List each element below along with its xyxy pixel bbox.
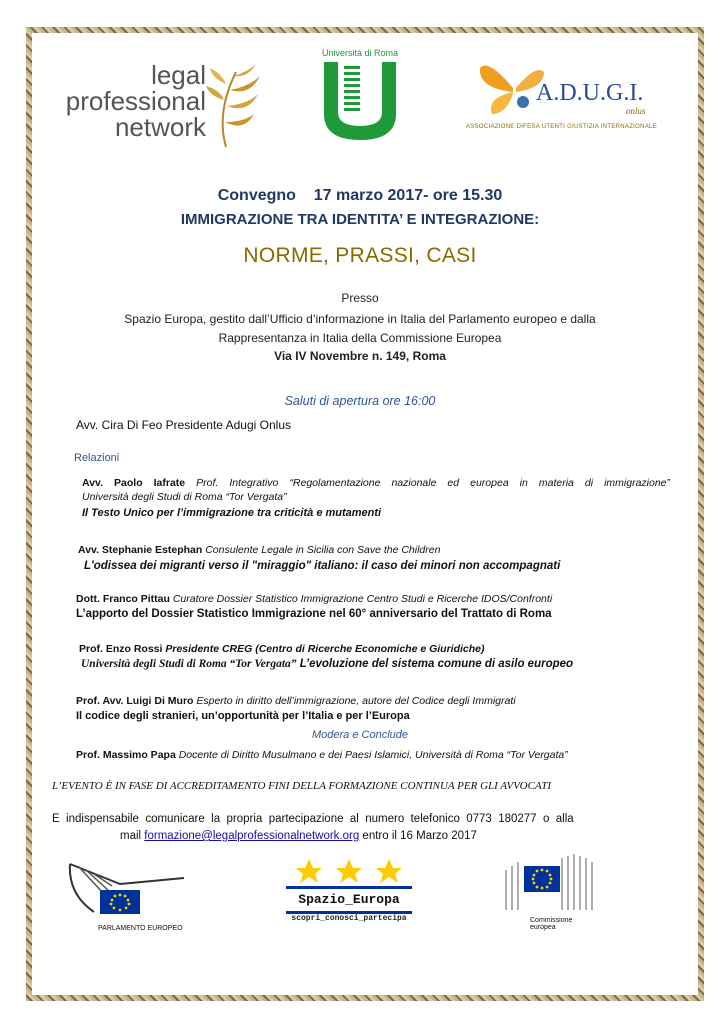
convegno-date: Convegno 17 marzo 2017- ore 15.30 [217, 187, 503, 204]
speaker-5 [76, 695, 516, 722]
speaker-4 [79, 643, 573, 670]
speaker-4-name: Prof. Enzo Rossi [79, 643, 163, 655]
adugi-onlus: onlus [626, 106, 646, 116]
lpn-logo-line1: legal [151, 60, 206, 90]
welcome-name: Avv. Cira Di Feo [76, 418, 163, 432]
speaker-3-talk: L’apporto del Dossier Statistico Immigrazione nel 60° anniversario del Trattato di Roma [76, 608, 552, 620]
speaker-3 [76, 593, 552, 620]
adugi-logo [458, 58, 678, 143]
rsvp-line1: È indispensabile comunicare la propria partecipazione al numero telefonico 0773 180277 o alla [52, 813, 574, 825]
rsvp-line2 [120, 830, 477, 842]
parlamento-label: PARLAMENTO EUROPEO [98, 925, 183, 932]
speaker-1-role: Prof. Integrativo “Regolamentazione nazionale ed europea in materia di immigrazione” [185, 477, 671, 489]
modera-label: Modera e Conclude [311, 729, 408, 741]
rsvp-post: entro il 16 Marzo 2017 [359, 830, 477, 842]
speaker-1-name: Avv. Paolo Iafrate [82, 477, 186, 489]
commission-building-icon [500, 852, 606, 910]
laurel-leaf-icon [206, 62, 266, 152]
accreditation-notice: L’EVENTO È IN FASE DI ACCREDITAMENTO FINI DELLA FORMAZIONE CONTINUA PER GLI AVVOCATI [52, 780, 552, 792]
speaker-1 [82, 477, 670, 519]
tor-vergata-logo [316, 48, 404, 148]
rsvp-email-link[interactable]: formazione@legalprofessionalnetwork.org [144, 830, 360, 842]
commissione-label-2: europea [530, 924, 556, 931]
speaker-4-talk: L’evoluzione del sistema comune di asilo europeo [296, 658, 574, 670]
tv-logo-bottom: Tor Vergata [342, 128, 383, 137]
welcome-role: Presidente Adugi Onlus [162, 418, 291, 432]
relazioni-label: Relazioni [74, 452, 120, 464]
speaker-2-talk: L'odissea dei migranti verso il "miraggio" italiano: il caso dei minori non accompagnati [84, 560, 561, 572]
speaker-4-role2: Università degli Studi di Roma “Tor Vergata” [81, 658, 297, 670]
speaker-5-role: Esperto in diritto dell’immigrazione, autore del Codice degli Immigrati [193, 695, 516, 707]
speaker-3-name: Dott. Franco Pittau [76, 593, 170, 605]
speaker-2-name: Avv. Stephanie Estephan [78, 544, 203, 556]
moderator-name: Prof. Massimo Papa [76, 749, 176, 761]
welcome-line [76, 418, 291, 432]
speaker-2 [78, 544, 560, 572]
adugi-tagline: ASSOCIAZIONE DIFESA UTENTI GIUSTIZIA INTERNAZIONALE [466, 124, 657, 130]
lpn-logo-line2: professional [65, 86, 206, 116]
parlamento-europeo-logo [64, 854, 194, 934]
conference-title: IMMIGRAZIONE TRA IDENTITA’ E INTEGRAZIONE: [180, 211, 540, 228]
spazio-europa-logo [286, 858, 412, 930]
speaker-1-role2: Università degli Studi di Roma “Tor Vergata” [82, 491, 287, 503]
speaker-2-role: Consulente Legale in Sicilia con Save the Children [202, 544, 441, 556]
conference-subtitle: NORME, PRASSI, CASI [243, 244, 477, 267]
speaker-5-name: Prof. Avv. Luigi Di Muro [76, 695, 194, 707]
stars-icon [294, 858, 404, 884]
opening-time: Saluti di apertura ore 16:00 [284, 394, 436, 408]
rsvp-pre: mail [120, 830, 145, 842]
parliament-building-icon [64, 854, 194, 916]
adugi-name: A.D.U.G.I. [536, 80, 644, 106]
spazio-europa-tagline: scopri_conosci_partecipa [291, 914, 407, 923]
commissione-europea-logo [500, 852, 606, 936]
venue-address: Via IV Novembre n. 149, Roma [274, 349, 446, 363]
moderator-role: Docente di Diritto Musulmano e dei Paesi Islamici, Università di Roma “Tor Vergata” [175, 749, 568, 761]
speaker-1-talk: Il Testo Unico per l’immigrazione tra criticità e mutamenti [82, 507, 382, 519]
venue-line1: Spazio Europa, gestito dall’Ufficio d’informazione in Italia del Parlamento europeo e dalla [124, 312, 596, 326]
commissione-label-1: Commissione [530, 917, 573, 924]
spazio-europa-label: Spazio_Europa [286, 886, 412, 914]
tv-logo-top: Università di Roma [321, 48, 399, 58]
lpn-logo [56, 62, 266, 152]
moderator [76, 749, 568, 761]
lpn-logo-line3: network [114, 112, 206, 142]
venue-line2: Rappresentanza in Italia della Commissione Europea [218, 331, 502, 345]
venue-presso: Presso [341, 291, 379, 305]
speaker-5-talk: Il codice degli stranieri, un’opportunità per l’Italia e per l’Europa [76, 710, 410, 722]
speaker-3-role: Curatore Dossier Statistico Immigrazione Centro Studi e Ricerche IDOS/Confronti [169, 593, 553, 605]
speaker-4-role: Presidente CREG (Centro di Ricerche Economiche e Giuridiche) [162, 643, 485, 655]
